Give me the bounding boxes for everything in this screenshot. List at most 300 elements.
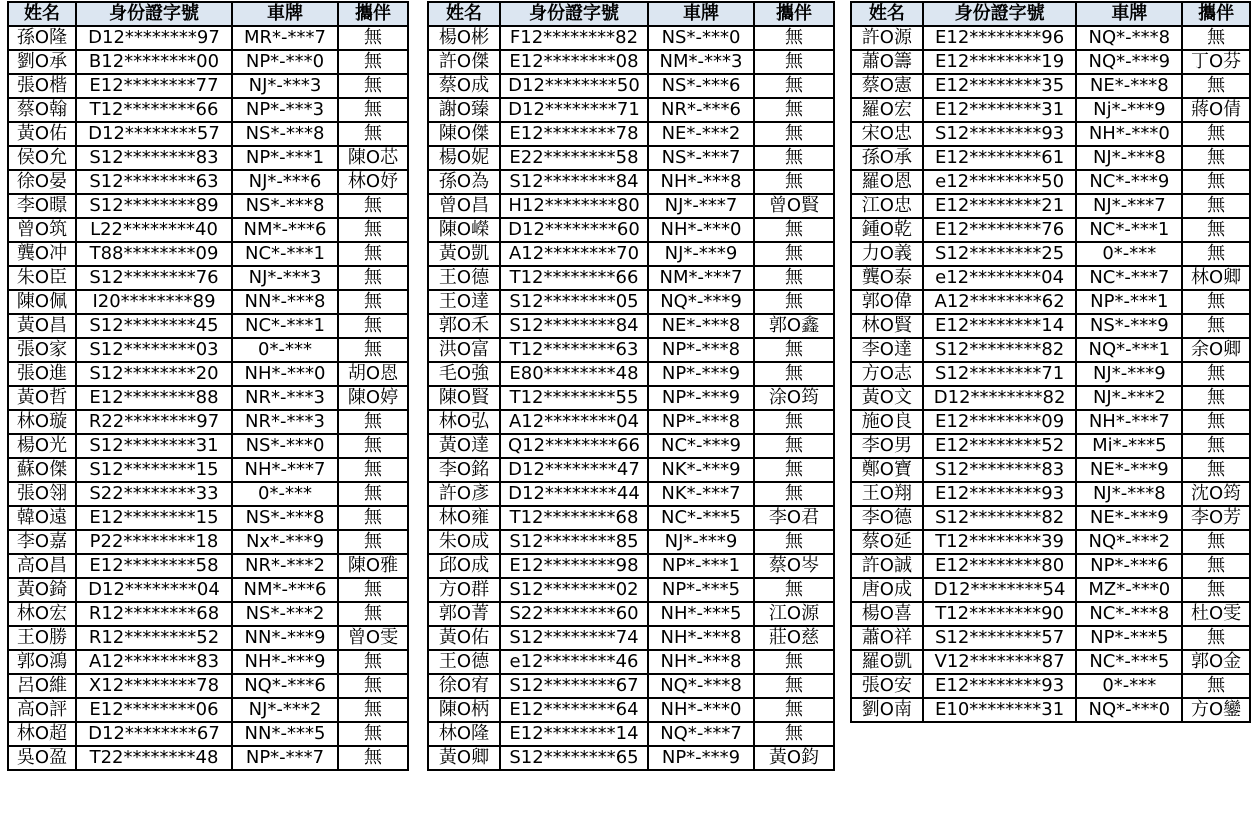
license-plate-cell: 0*-*** <box>1076 674 1182 698</box>
name-cell: 洪O富 <box>428 338 500 362</box>
id-number-cell: B12********00 <box>76 50 232 74</box>
name-cell: 羅O宏 <box>851 98 923 122</box>
companion-cell: 無 <box>1182 410 1250 434</box>
license-plate-cell: NP*-***7 <box>232 746 338 770</box>
license-plate-cell: NS*-***7 <box>648 146 754 170</box>
license-plate-cell: 0*-*** <box>232 482 338 506</box>
name-cell: 龔O冲 <box>8 242 76 266</box>
license-plate-cell: NM*-***6 <box>232 578 338 602</box>
companion-cell: 無 <box>1182 290 1250 314</box>
name-cell: 林O超 <box>8 722 76 746</box>
name-cell: 方O志 <box>851 362 923 386</box>
name-cell: 羅O恩 <box>851 170 923 194</box>
companion-cell: 李O君 <box>754 506 834 530</box>
companion-cell: 無 <box>1182 194 1250 218</box>
table-row <box>8 458 408 482</box>
companion-cell: 無 <box>1182 434 1250 458</box>
id-number-cell: S22********60 <box>500 602 648 626</box>
companion-cell: 無 <box>754 458 834 482</box>
id-number-cell: D12********97 <box>76 26 232 50</box>
companion-cell: 無 <box>338 602 408 626</box>
name-cell: 邱O成 <box>428 554 500 578</box>
header-row <box>8 2 408 26</box>
companion-cell: 無 <box>338 434 408 458</box>
id-number-cell: E12********21 <box>923 194 1077 218</box>
id-number-cell: T12********66 <box>500 266 648 290</box>
table-row <box>428 170 834 194</box>
license-plate-cell: NC*-***5 <box>1076 650 1182 674</box>
companion-cell: 蔡O岑 <box>754 554 834 578</box>
name-cell: 郭O禾 <box>428 314 500 338</box>
name-cell: 陳O柄 <box>428 698 500 722</box>
header-name: 姓名 <box>851 2 923 26</box>
table-row <box>8 530 408 554</box>
companion-cell: 黃O鈞 <box>754 746 834 770</box>
id-number-cell: Q12********66 <box>500 434 648 458</box>
name-cell: 李O男 <box>851 434 923 458</box>
table-row <box>8 146 408 170</box>
table-row <box>851 698 1250 722</box>
license-plate-cell: NC*-***1 <box>232 242 338 266</box>
id-number-cell: R12********68 <box>76 602 232 626</box>
id-number-cell: E12********06 <box>76 698 232 722</box>
name-cell: 曾O昌 <box>428 194 500 218</box>
name-cell: 毛O強 <box>428 362 500 386</box>
table-row <box>428 26 834 50</box>
license-plate-cell: NM*-***6 <box>232 218 338 242</box>
id-number-cell: E80********48 <box>500 362 648 386</box>
name-cell: 林O雍 <box>428 506 500 530</box>
license-plate-cell: NS*-***2 <box>232 602 338 626</box>
name-cell: 王O德 <box>428 266 500 290</box>
name-cell: 張O進 <box>8 362 76 386</box>
license-plate-cell: NH*-***0 <box>648 698 754 722</box>
header-companion: 攜伴 <box>338 2 408 26</box>
license-plate-cell: NC*-***1 <box>1076 218 1182 242</box>
table-row <box>851 530 1250 554</box>
table-row <box>428 458 834 482</box>
table-row <box>851 674 1250 698</box>
license-plate-cell: NP*-***1 <box>648 554 754 578</box>
table-row <box>428 698 834 722</box>
id-number-cell: S12********84 <box>500 170 648 194</box>
license-plate-cell: NP*-***5 <box>648 578 754 602</box>
table-row <box>8 194 408 218</box>
id-number-cell: S12********31 <box>76 434 232 458</box>
license-plate-cell: NJ*-***3 <box>232 74 338 98</box>
id-number-cell: R22********97 <box>76 410 232 434</box>
license-plate-cell: NS*-***8 <box>232 122 338 146</box>
table-row <box>8 338 408 362</box>
companion-cell: 無 <box>1182 314 1250 338</box>
license-plate-cell: NQ*-***1 <box>1076 338 1182 362</box>
table-row <box>428 434 834 458</box>
table-row <box>851 410 1250 434</box>
companion-cell: 無 <box>754 266 834 290</box>
license-plate-cell: Nx*-***9 <box>232 530 338 554</box>
license-plate-cell: NQ*-***9 <box>648 290 754 314</box>
companion-cell: 無 <box>1182 122 1250 146</box>
name-cell: 許O誠 <box>851 554 923 578</box>
license-plate-cell: Nj*-***9 <box>1076 98 1182 122</box>
license-plate-cell: NS*-***8 <box>232 506 338 530</box>
companion-cell: 無 <box>754 74 834 98</box>
license-plate-cell: NJ*-***9 <box>1076 362 1182 386</box>
name-cell: 蘇O傑 <box>8 458 76 482</box>
table-row <box>8 386 408 410</box>
name-cell: 蔡O憲 <box>851 74 923 98</box>
id-number-cell: T12********68 <box>500 506 648 530</box>
companion-cell: 無 <box>754 410 834 434</box>
table-row <box>8 314 408 338</box>
companion-cell: 胡O恩 <box>338 362 408 386</box>
name-cell: 黃O卿 <box>428 746 500 770</box>
companion-cell: 無 <box>754 26 834 50</box>
companion-cell: 無 <box>754 338 834 362</box>
id-number-cell: R12********52 <box>76 626 232 650</box>
license-plate-cell: NQ*-***2 <box>1076 530 1182 554</box>
license-plate-cell: NC*-***9 <box>648 434 754 458</box>
id-number-cell: T12********39 <box>923 530 1077 554</box>
license-plate-cell: Mi*-***5 <box>1076 434 1182 458</box>
companion-cell: 無 <box>338 194 408 218</box>
name-cell: 黃O昌 <box>8 314 76 338</box>
id-number-cell: S12********25 <box>923 242 1077 266</box>
id-number-cell: D12********50 <box>500 74 648 98</box>
table-row <box>8 74 408 98</box>
license-plate-cell: NS*-***0 <box>648 26 754 50</box>
name-cell: 許O傑 <box>428 50 500 74</box>
companion-cell: 無 <box>754 698 834 722</box>
id-number-cell: S12********74 <box>500 626 648 650</box>
license-plate-cell: NP*-***5 <box>1076 626 1182 650</box>
name-cell: 孫O為 <box>428 170 500 194</box>
name-cell: 林O弘 <box>428 410 500 434</box>
name-cell: 王O翔 <box>851 482 923 506</box>
companion-cell: 無 <box>754 362 834 386</box>
id-number-cell: S12********84 <box>500 314 648 338</box>
id-number-cell: S12********71 <box>923 362 1077 386</box>
companion-cell: 無 <box>338 530 408 554</box>
companion-cell: 無 <box>338 458 408 482</box>
name-cell: 朱O臣 <box>8 266 76 290</box>
name-cell: 許O彥 <box>428 482 500 506</box>
table-row <box>8 698 408 722</box>
table-row <box>851 218 1250 242</box>
table-row <box>8 218 408 242</box>
table-row <box>8 554 408 578</box>
table-row <box>851 482 1250 506</box>
name-cell: 許O源 <box>851 26 923 50</box>
header-name: 姓名 <box>428 2 500 26</box>
name-cell: 吳O盈 <box>8 746 76 770</box>
id-number-cell: E12********64 <box>500 698 648 722</box>
name-cell: 李O德 <box>851 506 923 530</box>
license-plate-cell: NH*-***8 <box>648 170 754 194</box>
id-number-cell: D12********60 <box>500 218 648 242</box>
companion-cell: 無 <box>338 74 408 98</box>
id-number-cell: S12********89 <box>76 194 232 218</box>
name-cell: 孫O承 <box>851 146 923 170</box>
license-plate-cell: NH*-***0 <box>232 362 338 386</box>
license-plate-cell: NS*-***6 <box>648 74 754 98</box>
license-plate-cell: NC*-***9 <box>1076 170 1182 194</box>
id-number-cell: E12********35 <box>923 74 1077 98</box>
companion-cell: 無 <box>754 218 834 242</box>
license-plate-cell: MZ*-***0 <box>1076 578 1182 602</box>
name-cell: 蕭O籌 <box>851 50 923 74</box>
companion-cell: 無 <box>338 674 408 698</box>
license-plate-cell: NP*-***1 <box>1076 290 1182 314</box>
table-row <box>8 26 408 50</box>
table-row <box>8 98 408 122</box>
table-row <box>851 242 1250 266</box>
companion-cell: 無 <box>754 530 834 554</box>
name-cell: 郭O偉 <box>851 290 923 314</box>
license-plate-cell: 0*-*** <box>232 338 338 362</box>
companion-cell: 無 <box>1182 554 1250 578</box>
license-plate-cell: NM*-***7 <box>648 266 754 290</box>
id-number-cell: S12********05 <box>500 290 648 314</box>
id-number-cell: S12********82 <box>923 506 1077 530</box>
license-plate-cell: NC*-***1 <box>232 314 338 338</box>
id-number-cell: D12********71 <box>500 98 648 122</box>
header-name: 姓名 <box>8 2 76 26</box>
name-cell: 楊O光 <box>8 434 76 458</box>
name-cell: 朱O成 <box>428 530 500 554</box>
companion-cell: 無 <box>338 650 408 674</box>
id-number-cell: E22********58 <box>500 146 648 170</box>
name-cell: 方O群 <box>428 578 500 602</box>
license-plate-cell: NQ*-***9 <box>1076 50 1182 74</box>
companion-cell: 陳O芯 <box>338 146 408 170</box>
id-number-cell: E12********77 <box>76 74 232 98</box>
name-cell: 黃O凱 <box>428 242 500 266</box>
companion-cell: 蔣O倩 <box>1182 98 1250 122</box>
table-row <box>428 98 834 122</box>
id-number-cell: E12********09 <box>923 410 1077 434</box>
license-plate-cell: NP*-***9 <box>648 746 754 770</box>
table-row <box>8 626 408 650</box>
companion-cell: 郭O鑫 <box>754 314 834 338</box>
name-cell: 鄭O寶 <box>851 458 923 482</box>
license-plate-cell: NR*-***2 <box>232 554 338 578</box>
table-row <box>851 314 1250 338</box>
name-cell: 郭O鴻 <box>8 650 76 674</box>
companion-cell: 曾O賢 <box>754 194 834 218</box>
companion-cell: 林O妤 <box>338 170 408 194</box>
table-row <box>8 482 408 506</box>
table-row <box>851 170 1250 194</box>
companion-cell: 無 <box>338 578 408 602</box>
companion-cell: 無 <box>754 674 834 698</box>
license-plate-cell: NQ*-***8 <box>1076 26 1182 50</box>
companion-cell: 無 <box>754 434 834 458</box>
license-plate-cell: NE*-***8 <box>1076 74 1182 98</box>
id-number-cell: A12********62 <box>923 290 1077 314</box>
companion-cell: 無 <box>754 578 834 602</box>
table-row <box>8 578 408 602</box>
table-row <box>851 50 1250 74</box>
table-row <box>428 218 834 242</box>
table-row <box>428 554 834 578</box>
name-cell: 楊O妮 <box>428 146 500 170</box>
license-plate-cell: NJ*-***2 <box>232 698 338 722</box>
license-plate-cell: NQ*-***0 <box>1076 698 1182 722</box>
table-row <box>428 506 834 530</box>
name-cell: 劉O南 <box>851 698 923 722</box>
id-number-cell: E12********15 <box>76 506 232 530</box>
companion-cell: 無 <box>338 698 408 722</box>
name-cell: 龔O泰 <box>851 266 923 290</box>
name-cell: 王O達 <box>428 290 500 314</box>
name-cell: 黃O錡 <box>8 578 76 602</box>
license-plate-cell: 0*-*** <box>1076 242 1182 266</box>
license-plate-cell: NC*-***7 <box>1076 266 1182 290</box>
companion-cell: 李O芳 <box>1182 506 1250 530</box>
id-number-cell: S12********76 <box>76 266 232 290</box>
name-cell: 劉O承 <box>8 50 76 74</box>
name-cell: 侯O允 <box>8 146 76 170</box>
id-number-cell: E12********98 <box>500 554 648 578</box>
roster-table-1 <box>7 1 409 771</box>
license-plate-cell: NJ*-***8 <box>1076 146 1182 170</box>
id-number-cell: I20********89 <box>76 290 232 314</box>
table-row <box>428 386 834 410</box>
id-number-cell: E12********80 <box>923 554 1077 578</box>
table-row <box>8 674 408 698</box>
table-row <box>851 362 1250 386</box>
companion-cell: 江O源 <box>754 602 834 626</box>
name-cell: 張O楷 <box>8 74 76 98</box>
roster-table-3 <box>850 1 1251 723</box>
id-number-cell: T88********09 <box>76 242 232 266</box>
name-cell: 黃O文 <box>851 386 923 410</box>
table-row <box>428 722 834 746</box>
id-number-cell: E12********14 <box>500 722 648 746</box>
license-plate-cell: NQ*-***7 <box>648 722 754 746</box>
companion-cell: 無 <box>1182 530 1250 554</box>
license-plate-cell: NE*-***2 <box>648 122 754 146</box>
companion-cell: 無 <box>338 266 408 290</box>
name-cell: 徐O宥 <box>428 674 500 698</box>
companion-cell: 方O鑾 <box>1182 698 1250 722</box>
name-cell: 張O安 <box>851 674 923 698</box>
companion-cell: 無 <box>338 314 408 338</box>
id-number-cell: e12********04 <box>923 266 1077 290</box>
id-number-cell: S12********20 <box>76 362 232 386</box>
license-plate-cell: NP*-***3 <box>232 98 338 122</box>
table-row <box>8 650 408 674</box>
table-row <box>428 626 834 650</box>
name-cell: 黃O達 <box>428 434 500 458</box>
companion-cell: 沈O筠 <box>1182 482 1250 506</box>
companion-cell: 余O卿 <box>1182 338 1250 362</box>
table-row <box>851 122 1250 146</box>
companion-cell: 無 <box>754 722 834 746</box>
license-plate-cell: NJ*-***3 <box>232 266 338 290</box>
name-cell: 高O昌 <box>8 554 76 578</box>
id-number-cell: D12********57 <box>76 122 232 146</box>
table-row <box>851 458 1250 482</box>
name-cell: 謝O臻 <box>428 98 500 122</box>
table-row <box>428 338 834 362</box>
license-plate-cell: NH*-***8 <box>648 626 754 650</box>
id-number-cell: S12********45 <box>76 314 232 338</box>
id-number-cell: A12********83 <box>76 650 232 674</box>
name-cell: 李O暻 <box>8 194 76 218</box>
table-row <box>851 506 1250 530</box>
header-id-number: 身份證字號 <box>923 2 1077 26</box>
id-number-cell: E12********76 <box>923 218 1077 242</box>
name-cell: 林O宏 <box>8 602 76 626</box>
name-cell: 蔡O成 <box>428 74 500 98</box>
header-id-number: 身份證字號 <box>76 2 232 26</box>
companion-cell: 無 <box>754 242 834 266</box>
id-number-cell: T22********48 <box>76 746 232 770</box>
license-plate-cell: NE*-***9 <box>1076 458 1182 482</box>
name-cell: 林O隆 <box>428 722 500 746</box>
license-plate-cell: NH*-***9 <box>232 650 338 674</box>
id-number-cell: S12********03 <box>76 338 232 362</box>
companion-cell: 無 <box>338 482 408 506</box>
id-number-cell: T12********55 <box>500 386 648 410</box>
name-cell: 黃O哲 <box>8 386 76 410</box>
table-row <box>851 602 1250 626</box>
companion-cell: 無 <box>1182 362 1250 386</box>
companion-cell: 無 <box>338 506 408 530</box>
table-row <box>428 314 834 338</box>
license-plate-cell: NH*-***0 <box>1076 122 1182 146</box>
id-number-cell: L22********40 <box>76 218 232 242</box>
license-plate-cell: NP*-***8 <box>648 338 754 362</box>
companion-cell: 林O卿 <box>1182 266 1250 290</box>
id-number-cell: E12********96 <box>923 26 1077 50</box>
name-cell: 陳O賢 <box>428 386 500 410</box>
companion-cell: 無 <box>1182 170 1250 194</box>
id-number-cell: E12********31 <box>923 98 1077 122</box>
companion-cell: 無 <box>1182 242 1250 266</box>
license-plate-cell: NS*-***9 <box>1076 314 1182 338</box>
license-plate-cell: NH*-***7 <box>1076 410 1182 434</box>
id-number-cell: E12********61 <box>923 146 1077 170</box>
header-row <box>851 2 1250 26</box>
table-row <box>428 578 834 602</box>
name-cell: 曾O筑 <box>8 218 76 242</box>
companion-cell: 無 <box>754 50 834 74</box>
license-plate-cell: NP*-***0 <box>232 50 338 74</box>
name-cell: 陳O嶸 <box>428 218 500 242</box>
license-plate-cell: NK*-***7 <box>648 482 754 506</box>
table-row <box>428 122 834 146</box>
id-number-cell: T12********63 <box>500 338 648 362</box>
name-cell: 蕭O祥 <box>851 626 923 650</box>
table-row <box>428 266 834 290</box>
table-row <box>851 338 1250 362</box>
license-plate-cell: NQ*-***6 <box>232 674 338 698</box>
id-number-cell: D12********54 <box>923 578 1077 602</box>
name-cell: 李O嘉 <box>8 530 76 554</box>
id-number-cell: S12********57 <box>923 626 1077 650</box>
table-row <box>8 242 408 266</box>
companion-cell: 無 <box>338 338 408 362</box>
companion-cell: 無 <box>754 170 834 194</box>
companion-cell: 陳O婷 <box>338 386 408 410</box>
license-plate-cell: NP*-***9 <box>648 386 754 410</box>
companion-cell: 無 <box>1182 218 1250 242</box>
name-cell: 羅O凱 <box>851 650 923 674</box>
id-number-cell: E12********78 <box>500 122 648 146</box>
